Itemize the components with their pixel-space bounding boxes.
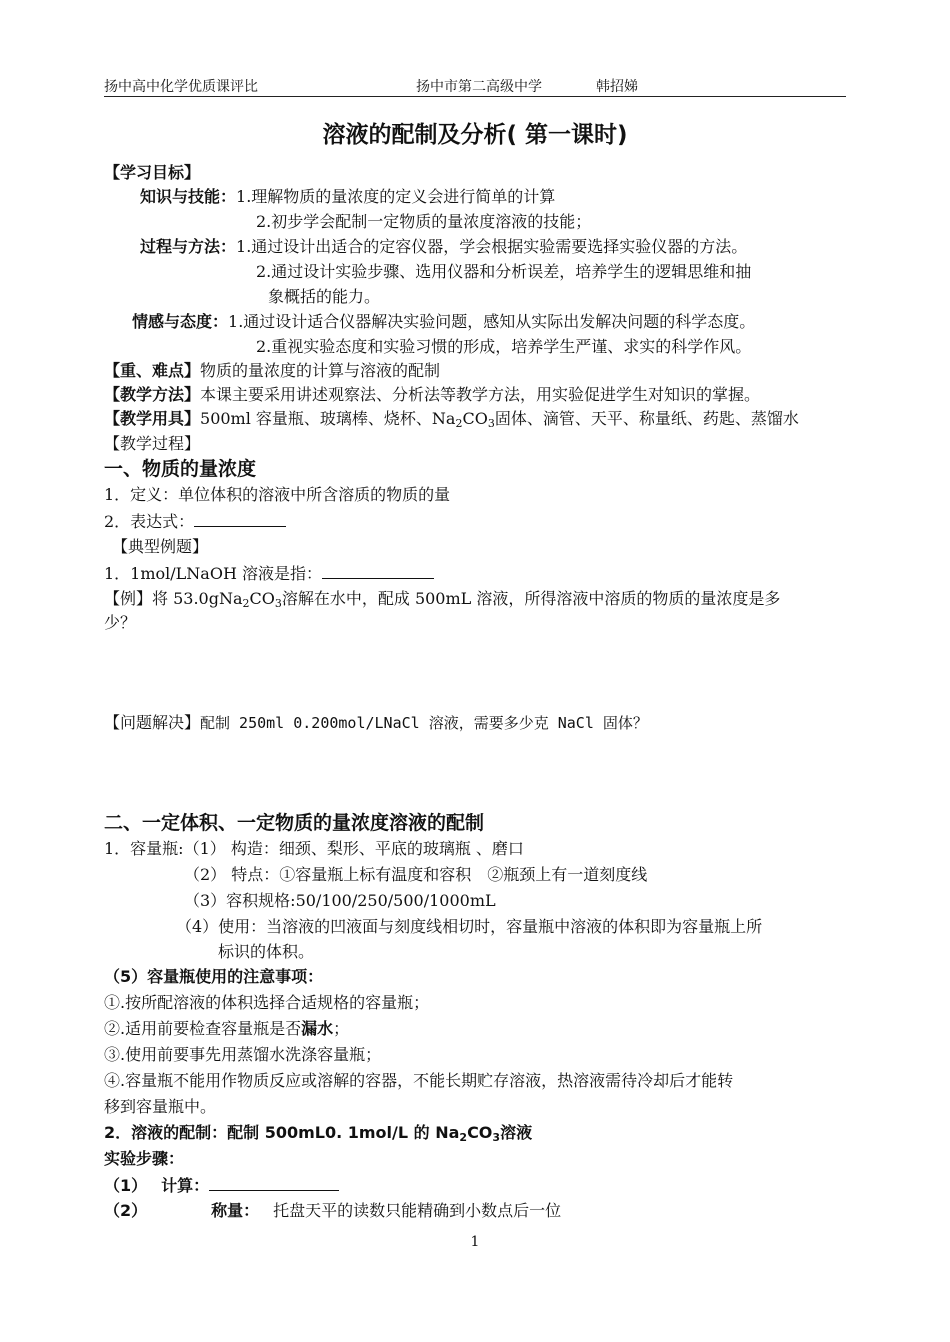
key-points-line (104, 360, 440, 382)
example-2-line-1 (104, 588, 780, 610)
step-2-number: （2） (104, 1201, 148, 1220)
key-points-text: 物质的量浓度的计算与溶液的配制 (200, 361, 441, 380)
emotion-item-1: 1.通过设计适合仪器解决实验问题，感知从实际出发解决问题的科学态度。 (228, 312, 756, 331)
process-item-1: 1.通过设计出适合的定容仪器，学会根据实验需要选择实验仪器的方法。 (236, 237, 748, 256)
example-2-text-b: CO (249, 589, 275, 608)
section1-heading: 一、物质的量浓度 (104, 458, 257, 480)
expression-answer-blank[interactable] (194, 510, 286, 527)
step-2-line (104, 1200, 561, 1222)
example-1-answer-blank[interactable] (322, 562, 434, 579)
process-line-1 (140, 236, 747, 258)
preparation-heading (104, 1122, 532, 1144)
knowledge-item-2: 2.初步学会配制一定物质的量浓度溶液的技能； (256, 212, 592, 231)
example-2-text-c: 溶解在水中，配成 500mL 溶液，所得溶液中溶质的物质的量浓度是多 (281, 589, 781, 608)
tools-line (104, 408, 799, 430)
method-line (104, 384, 760, 406)
note-2-text-a: ②.适用前要检查容量瓶是否 (104, 1019, 302, 1038)
step-1-line (104, 1174, 339, 1197)
problem-text: 配制 250ml 0.200mol/LNaCl 溶液，需要多少克 NaCl 固体？ (200, 714, 648, 732)
knowledge-label: 知识与技能： (140, 187, 237, 206)
process-item-2a: 2.通过设计实验步骤、选用仪器和分析误差，培养学生的逻辑思维和抽 (256, 262, 752, 281)
prep-sub-1: 2 (459, 1131, 468, 1144)
method-text: 本课主要采用讲述观察法、分析法等教学方法，用实验促进学生对知识的掌握。 (200, 385, 761, 404)
note-4a: ④.容量瓶不能用作物质反应或溶解的容器，不能长期贮存溶液，热溶液需待冷却后才能转 (104, 1071, 734, 1090)
document-title: 溶液的配制及分析( 第一课时) (322, 122, 628, 148)
tools-text-c: 固体、滴管、天平、称量纸、药匙、蒸馏水 (494, 409, 799, 428)
note-3: ③.使用前要事先用蒸馏水洗涤容量瓶； (104, 1045, 382, 1064)
tools-text-b: CO (462, 409, 488, 428)
process-heading: 【教学过程】 (104, 434, 201, 453)
note-2-text-c: ； (333, 1019, 350, 1038)
flask-item-3: （3）容积规格:50/100/250/500/1000mL (184, 891, 496, 910)
flask-item-4b: 标识的体积。 (218, 942, 315, 961)
note-4b: 移到容量瓶中。 (104, 1097, 217, 1116)
page-number: 1 (470, 1234, 480, 1250)
emotion-item-2: 2.重视实验态度和实验习惯的形成，培养学生严谨、求实的科学作风。 (256, 337, 752, 356)
knowledge-item-1: 1.理解物质的量浓度的定义会进行简单的计算 (236, 187, 556, 206)
flask-item-4a: （4）使用：当溶液的凹液面与刻度线相切时，容量瓶中溶液的体积即为容量瓶上所 (176, 917, 763, 936)
flask-item-2: （2） 特点：①容量瓶上标有温度和容积 ②瓶颈上有一道刻度线 (184, 865, 648, 884)
tools-label: 【教学用具】 (104, 409, 201, 428)
emotion-label: 情感与态度： (132, 312, 229, 331)
example-2-sub-1: 2 (242, 597, 250, 610)
objectives-heading: 【学习目标】 (104, 163, 201, 182)
knowledge-line-1 (140, 186, 555, 208)
example-2-sub-2: 3 (274, 597, 282, 610)
step-1-label: 计算： (161, 1176, 210, 1195)
note-2-emphasis: 漏水 (301, 1019, 334, 1038)
tools-sub-b: 3 (487, 417, 495, 430)
note-1: ①.按所配溶液的体积选择合适规格的容量瓶； (104, 993, 430, 1012)
steps-label: 实验步骤： (104, 1149, 185, 1168)
example-1-line (104, 562, 434, 585)
section1-expression-line (104, 510, 286, 533)
process-item-2b: 象概括的能力。 (268, 287, 381, 306)
example-2-text-a: 【例】将 53.0gNa (104, 589, 243, 608)
section1-expression-label: 2．表达式： (104, 512, 195, 531)
step-1-answer-blank[interactable] (209, 1174, 339, 1191)
examples-heading: 【典型例题】 (112, 537, 209, 556)
problem-label: 【问题解决】 (104, 713, 201, 732)
example-1-text: 1．1mol/LNaOH 溶液是指： (104, 564, 322, 583)
step-1-number: （1） (104, 1176, 148, 1195)
prep-sub-2: 3 (492, 1131, 501, 1144)
step-2-text: 托盘天平的读数只能精确到小数点后一位 (273, 1201, 562, 1220)
header-left-text: 扬中高中化学优质课评比 (104, 79, 258, 95)
problem-line (104, 712, 648, 734)
flask-item-1: 1．容量瓶:（1） 构造：细颈、梨形、平底的玻璃瓶 、磨口 (104, 839, 524, 858)
tools-text-a: 500ml 容量瓶、玻璃棒、烧杯、Na (200, 409, 456, 428)
tools-sub-a: 2 (455, 417, 463, 430)
header-author: 韩招娣 (596, 79, 638, 95)
key-points-label: 【重、难点】 (104, 361, 201, 380)
step-2-label: 称量： (211, 1201, 260, 1220)
section1-definition: 1．定义：单位体积的溶液中所含溶质的物质的量 (104, 485, 451, 504)
section2-heading: 二、一定体积、一定物质的量浓度溶液的配制 (104, 812, 485, 834)
process-label: 过程与方法： (140, 237, 237, 256)
page-header (104, 76, 846, 97)
emotion-line-1 (132, 311, 755, 333)
example-2-line-2: 少？ (104, 613, 137, 632)
notes-heading: （5）容量瓶使用的注意事项： (104, 967, 324, 986)
prep-text-b: CO (467, 1123, 493, 1142)
method-label: 【教学方法】 (104, 385, 201, 404)
prep-text-a: 2．溶液的配制：配制 500mL0. 1mol/L 的 Na (104, 1123, 460, 1142)
prep-text-c: 溶液 (500, 1123, 533, 1142)
note-2 (104, 1018, 349, 1040)
header-school: 扬中市第二高级中学 (416, 79, 542, 95)
